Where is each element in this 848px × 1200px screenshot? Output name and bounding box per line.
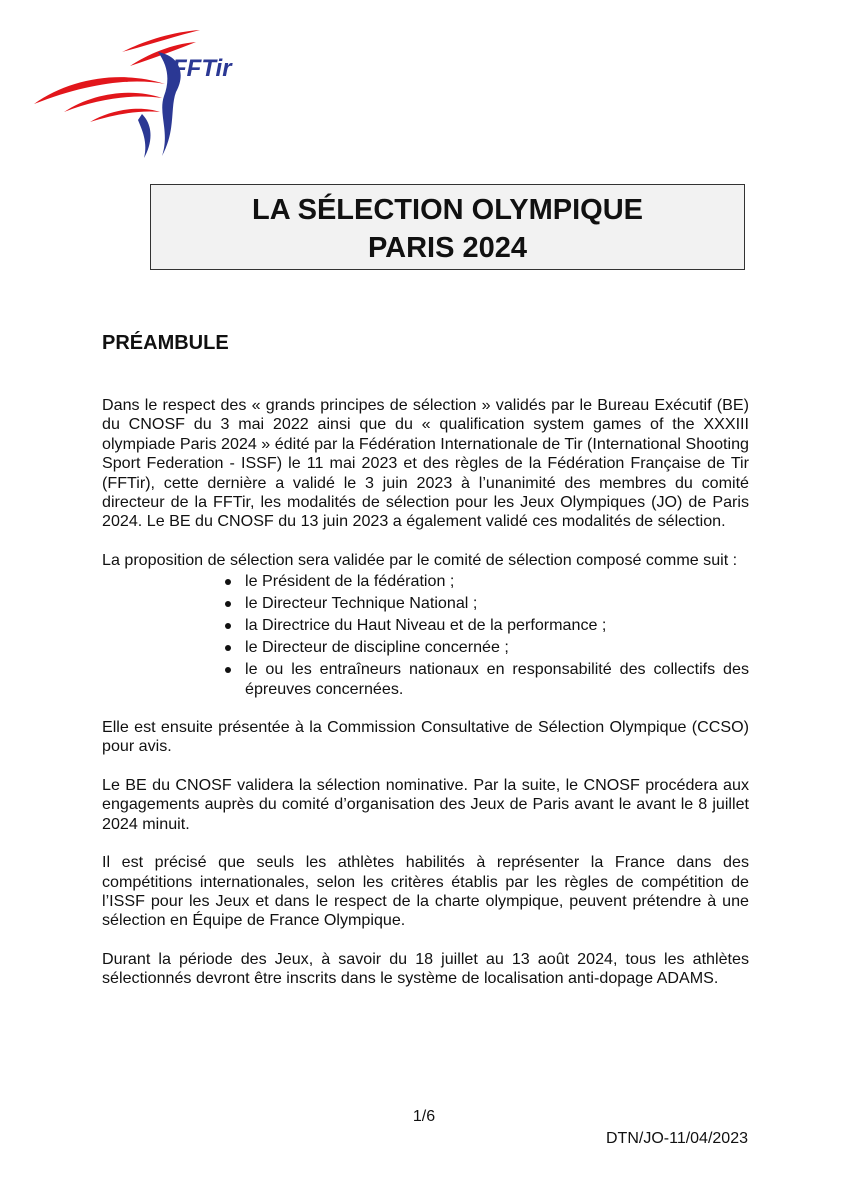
title-line-2: PARIS 2024 bbox=[367, 232, 528, 264]
title-line-1: LA SÉLECTION OLYMPIQUE bbox=[251, 194, 643, 226]
paragraph-committee: La proposition de sélection sera validée par le comité de sélection composé comme suit : bbox=[102, 550, 738, 569]
logo-text: FFTir bbox=[172, 55, 232, 82]
list-item: le Directeur Technique National ; bbox=[223, 594, 749, 613]
section-heading: PRÉAMBULE bbox=[102, 332, 229, 354]
document-body bbox=[102, 396, 749, 1008]
paragraph-ccso: Elle est ensuite présentée à la Commission Consultative de Sélection Olympique (CCSO) pour avis. bbox=[102, 718, 749, 756]
page-number: 1/6 bbox=[412, 1108, 436, 1125]
list-item: le ou les entraîneurs nationaux en responsabilité des collectifs des épreuves concernées. bbox=[223, 660, 749, 699]
committee-list bbox=[102, 572, 749, 699]
paragraph-eligibility: Il est précisé que seuls les athlètes habilités à représenter la France dans des compétitions internationales, selon les critères établis par les règles de compétition de l’ISSF pour les Jeux et dans le respect de la charte olympique, peuvent prétendre à une sélection en Équipe de France Olympique. bbox=[102, 853, 749, 930]
paragraph-cnosf: Le BE du CNOSF validera la sélection nominative. Par la suite, le CNOSF procédera aux engagements auprès du comité d’organisation des Jeux de Paris avant le avant le 8 juillet 2024 minuit. bbox=[102, 775, 749, 833]
paragraph-intro: Dans le respect des « grands principes de sélection » validés par le Bureau Exécutif (BE) du CNOSF du 3 mai 2022 ainsi que du « qualification system games of the XXXIII olympiade Paris 2024 » édité par la Fédération Internationale de Tir (International Shooting Sport Federation - ISSF) le 11 mai 2023 et des règles de la Fédération Française de Tir (FFTir), cette dernière a validé le 3 juin 2023 à l’unanimité des membres du comité directeur de la FFTir, les modalités de sélection pour les Jeux Olympiques (JO) de Paris 2024. Le BE du CNOSF du 13 juin 2023 a également validé ces modalités de sélection. bbox=[102, 396, 749, 531]
title-box bbox=[150, 184, 745, 270]
document-reference: DTN/JO-11/04/2023 bbox=[606, 1130, 748, 1147]
list-item: le Président de la fédération ; bbox=[223, 572, 749, 591]
paragraph-adams: Durant la période des Jeux, à savoir du 18 juillet au 13 août 2024, tous les athlètes sélectionnés devront être inscrits dans le système de localisation anti-dopage ADAMS. bbox=[102, 949, 749, 988]
fftir-logo bbox=[30, 22, 270, 162]
list-item: la Directrice du Haut Niveau et de la performance ; bbox=[223, 616, 749, 635]
list-item: le Directeur de discipline concernée ; bbox=[223, 638, 749, 657]
